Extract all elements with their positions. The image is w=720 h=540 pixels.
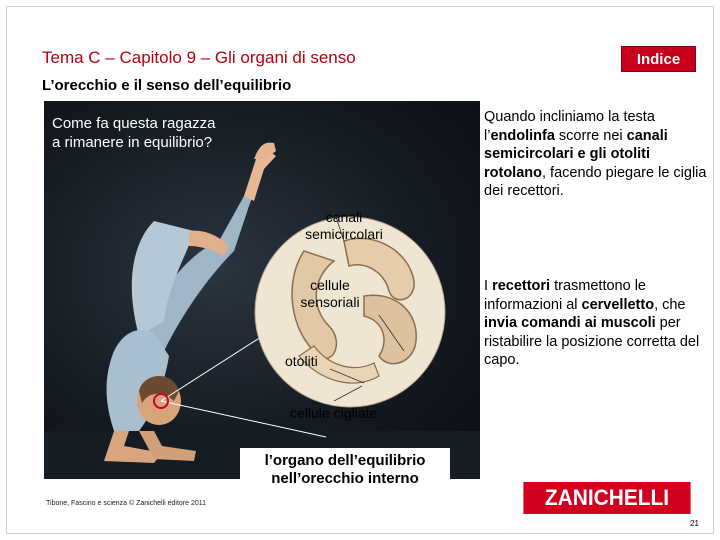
p1-text-d: scorre nei xyxy=(554,127,627,144)
credit-line: Tibone, Fascino e scienza © Zanichelli editore 2011 xyxy=(46,500,207,507)
p1-text-i: le ciglia dei recettori. xyxy=(484,164,707,199)
label-cellule-sensoriali xyxy=(285,277,375,311)
p2-text-c: trasmettono le informazioni al xyxy=(484,278,647,313)
photo-question xyxy=(52,114,292,152)
zanichelli-logo: ZANICHELLI xyxy=(523,482,690,514)
page-number: 21 xyxy=(690,519,699,528)
label-canali-line-1: canali xyxy=(325,209,363,225)
balance-photo xyxy=(44,101,480,479)
caption-line-2: nell’orecchio interno xyxy=(271,470,419,487)
p2-text-e: , che xyxy=(654,296,686,313)
question-line-2: a rimanere in equilibrio? xyxy=(52,134,213,151)
p1-bold-e-gli: e gli xyxy=(577,146,611,162)
p1-text-b: l’ xyxy=(484,127,491,144)
paragraph-recettori xyxy=(484,277,712,370)
index-button[interactable]: Indice xyxy=(621,46,696,72)
p2-bold-invia: invia comandi ai muscoli xyxy=(484,315,656,331)
label-cellule-line-2: sensoriali xyxy=(300,294,360,310)
question-line-1: Come fa questa ragazza xyxy=(52,115,216,132)
p1-text-h: , facendo piegare xyxy=(542,164,655,181)
slide-subtitle: L’orecchio e il senso dell’equilibrio xyxy=(42,77,292,94)
p2-text-g: per ristabilire la posizione corretta del capo. xyxy=(484,315,700,368)
p2-bold-recettori: recettori xyxy=(492,278,551,294)
caption-line-1: l’organo dell’equilibrio xyxy=(264,452,426,469)
slide-title: Tema C – Capitolo 9 – Gli organi di senso xyxy=(42,48,356,67)
p1-bold-endolinfa: endolinfa xyxy=(490,127,555,144)
p2-bold-cervelletto: cervelletto xyxy=(581,296,655,313)
photo-illustration xyxy=(44,101,480,479)
figure-caption xyxy=(240,448,450,492)
label-otoliti: otoliti xyxy=(285,353,318,369)
label-canali-semicircolari xyxy=(288,209,400,243)
p1-bold-canali: canali semicircolari xyxy=(484,127,668,162)
p2-text-a: I xyxy=(484,278,493,294)
label-canali-line-2: semicircolari xyxy=(305,226,383,242)
p1-bold-otoliti: otoliti rotolano xyxy=(484,146,651,181)
label-cellule-line-1: cellule xyxy=(310,277,350,293)
paragraph-endolinfa xyxy=(484,108,712,201)
p1-text-a: Quando incliniamo la testa xyxy=(484,109,655,125)
label-cellule-cigliate: cellule cigliate xyxy=(290,405,378,421)
